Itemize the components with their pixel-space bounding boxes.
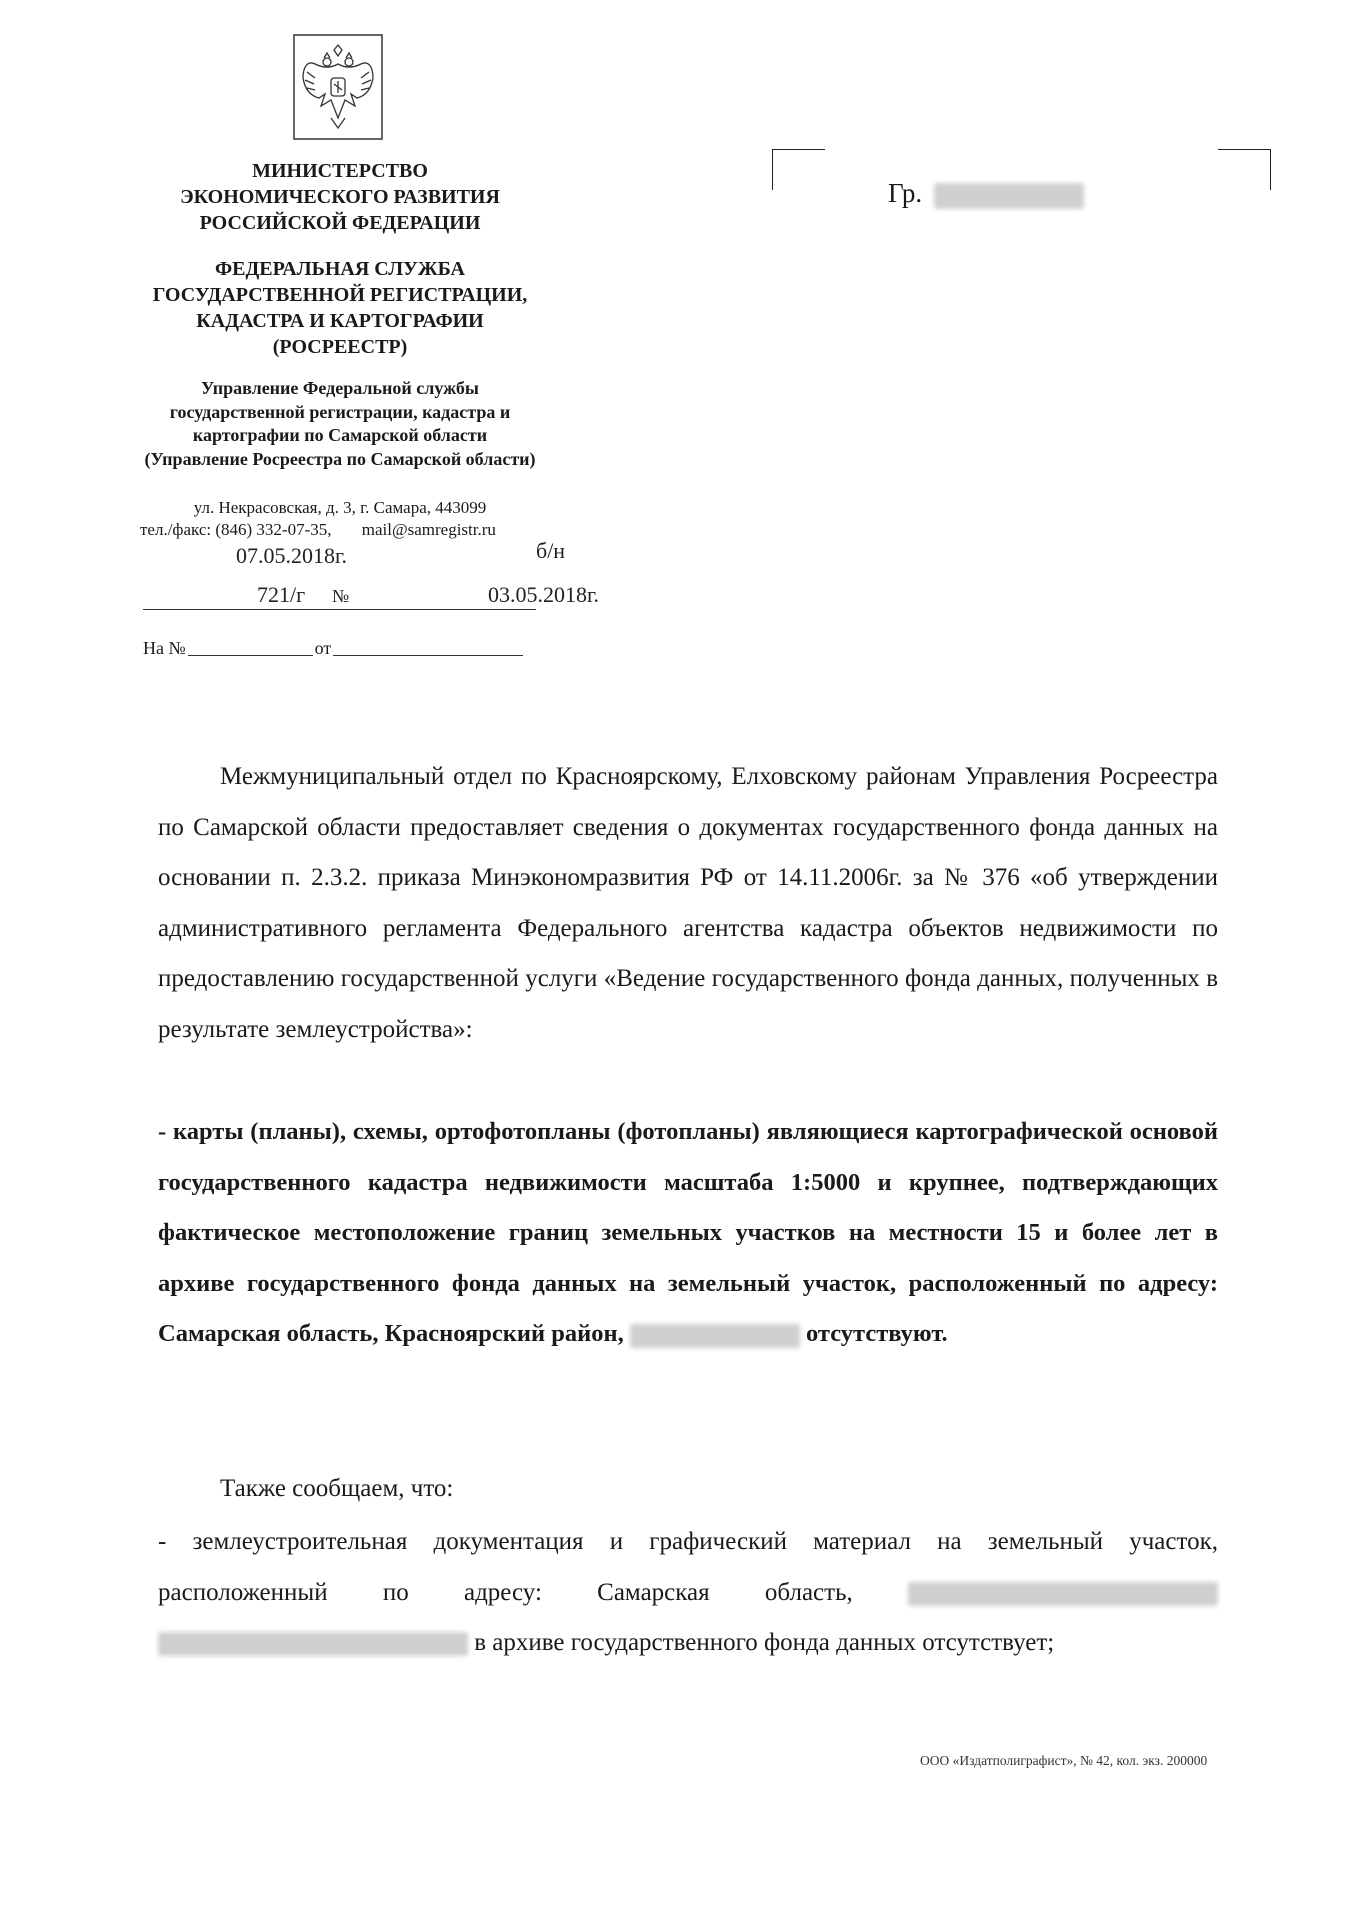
ministry-line-2: ЭКОНОМИЧЕСКОГО РАЗВИТИЯ xyxy=(180,186,500,208)
service-line-2: ГОСУДАРСТВЕННОЙ РЕГИСТРАЦИИ, xyxy=(152,284,528,306)
item-2-start: - землеустроительная документация и графический материал на земельный участок, расположенный по адресу: Самарская область, xyxy=(158,1528,1218,1606)
office-line-4: (Управление Росреестра по Самарской области) xyxy=(144,448,536,469)
recipient xyxy=(888,178,1084,209)
ministry-line-3: РОССИЙСКОЙ ФЕДЕРАЦИИ xyxy=(199,212,481,234)
service-line-3: КАДАСТРА И КАРТОГРАФИИ xyxy=(196,310,484,332)
reply-number-blank xyxy=(188,639,313,656)
registration-underline xyxy=(143,608,536,610)
from-label: от xyxy=(314,638,332,658)
bold-item-start: - карты (планы), схемы, ортофотопланы (фотопланы) являющиеся картографической основой государственного кадастра недвижимости масштаба 1:5000 и крупнее, подтверждающих фактическое местоположение границ земельных участков на местности 15 и более лет в архиве государственного фонда данных на земельный участок, расположенный по адресу: Самарская область, Красноярский район, xyxy=(158,1118,1218,1348)
also-label: Также сообщаем, что: xyxy=(220,1475,454,1502)
body-paragraph-1 xyxy=(158,752,1218,1056)
service-line-4: (РОСРЕЕСТР) xyxy=(272,336,408,358)
number-sign: № xyxy=(332,586,350,606)
bold-item-end: отсутствуют. xyxy=(805,1320,948,1348)
office-contacts xyxy=(140,519,496,541)
ministry-line-1: МИНИСТЕРСТВО xyxy=(252,160,428,182)
office-line-1: Управление Федеральной службы xyxy=(201,378,479,398)
address-redacted-3 xyxy=(158,1632,468,1656)
office-line-3: картографии по Самарской области xyxy=(192,425,488,445)
item-2-text xyxy=(158,1517,1218,1669)
office-name xyxy=(100,377,580,471)
body-item-2 xyxy=(158,1517,1218,1669)
paragraph-intro: Межмуниципальный отдел по Красноярскому, Елховскому районам Управления Росреестра по Самарской области предоставляет сведения о документах государственного фонда данных на основании п. 2.3.2. приказа Минэкономразвития РФ от 14.11.2006г. за № 376 «об утверждении административного регламента Федерального агентства кадастра объектов недвижимости по предоставлению государственной услуги «Ведение государственного фонда данных, полученных в результате землеустройства»: xyxy=(158,763,1218,1043)
recipient-prefix: Гр. xyxy=(888,178,923,208)
registration-date: 03.05.2018г. xyxy=(488,582,600,607)
address-corner-left xyxy=(772,149,825,190)
bold-item-text xyxy=(158,1107,1218,1360)
printer-footer: ООО «Издатполиграфист», № 42, кол. экз. 200000 xyxy=(920,1753,1208,1768)
office-line-2: государственной регистрации, кадастра и xyxy=(169,401,511,422)
body-also xyxy=(158,1464,1218,1515)
service-line-1: ФЕДЕРАЛЬНАЯ СЛУЖБА xyxy=(215,258,465,280)
coat-of-arms-emblem xyxy=(293,34,383,140)
office-address: ул. Некрасовская, д. 3, г. Самара, 443099 xyxy=(193,498,487,517)
address-redacted-2 xyxy=(908,1582,1218,1606)
reply-reference xyxy=(143,638,523,659)
item-2-end: в архиве государственного фонда данных отсутствует; xyxy=(474,1629,1055,1657)
service-name xyxy=(100,256,580,360)
ministry-name xyxy=(100,158,580,236)
reply-label: На № xyxy=(143,638,186,658)
registration-number: 721/г xyxy=(257,582,306,607)
office-phone: тел./факс: (846) 332-07-35, xyxy=(140,520,332,539)
body-bold-item xyxy=(158,1107,1218,1360)
recipient-name-redacted xyxy=(934,183,1084,209)
outgoing-date: 07.05.2018г. xyxy=(236,543,348,568)
reply-date-blank xyxy=(333,639,523,656)
office-email: mail@samregistr.ru xyxy=(361,520,496,539)
address-redacted-1 xyxy=(630,1324,800,1348)
address-corner-right xyxy=(1218,149,1271,190)
no-number-mark: б/н xyxy=(536,538,566,563)
